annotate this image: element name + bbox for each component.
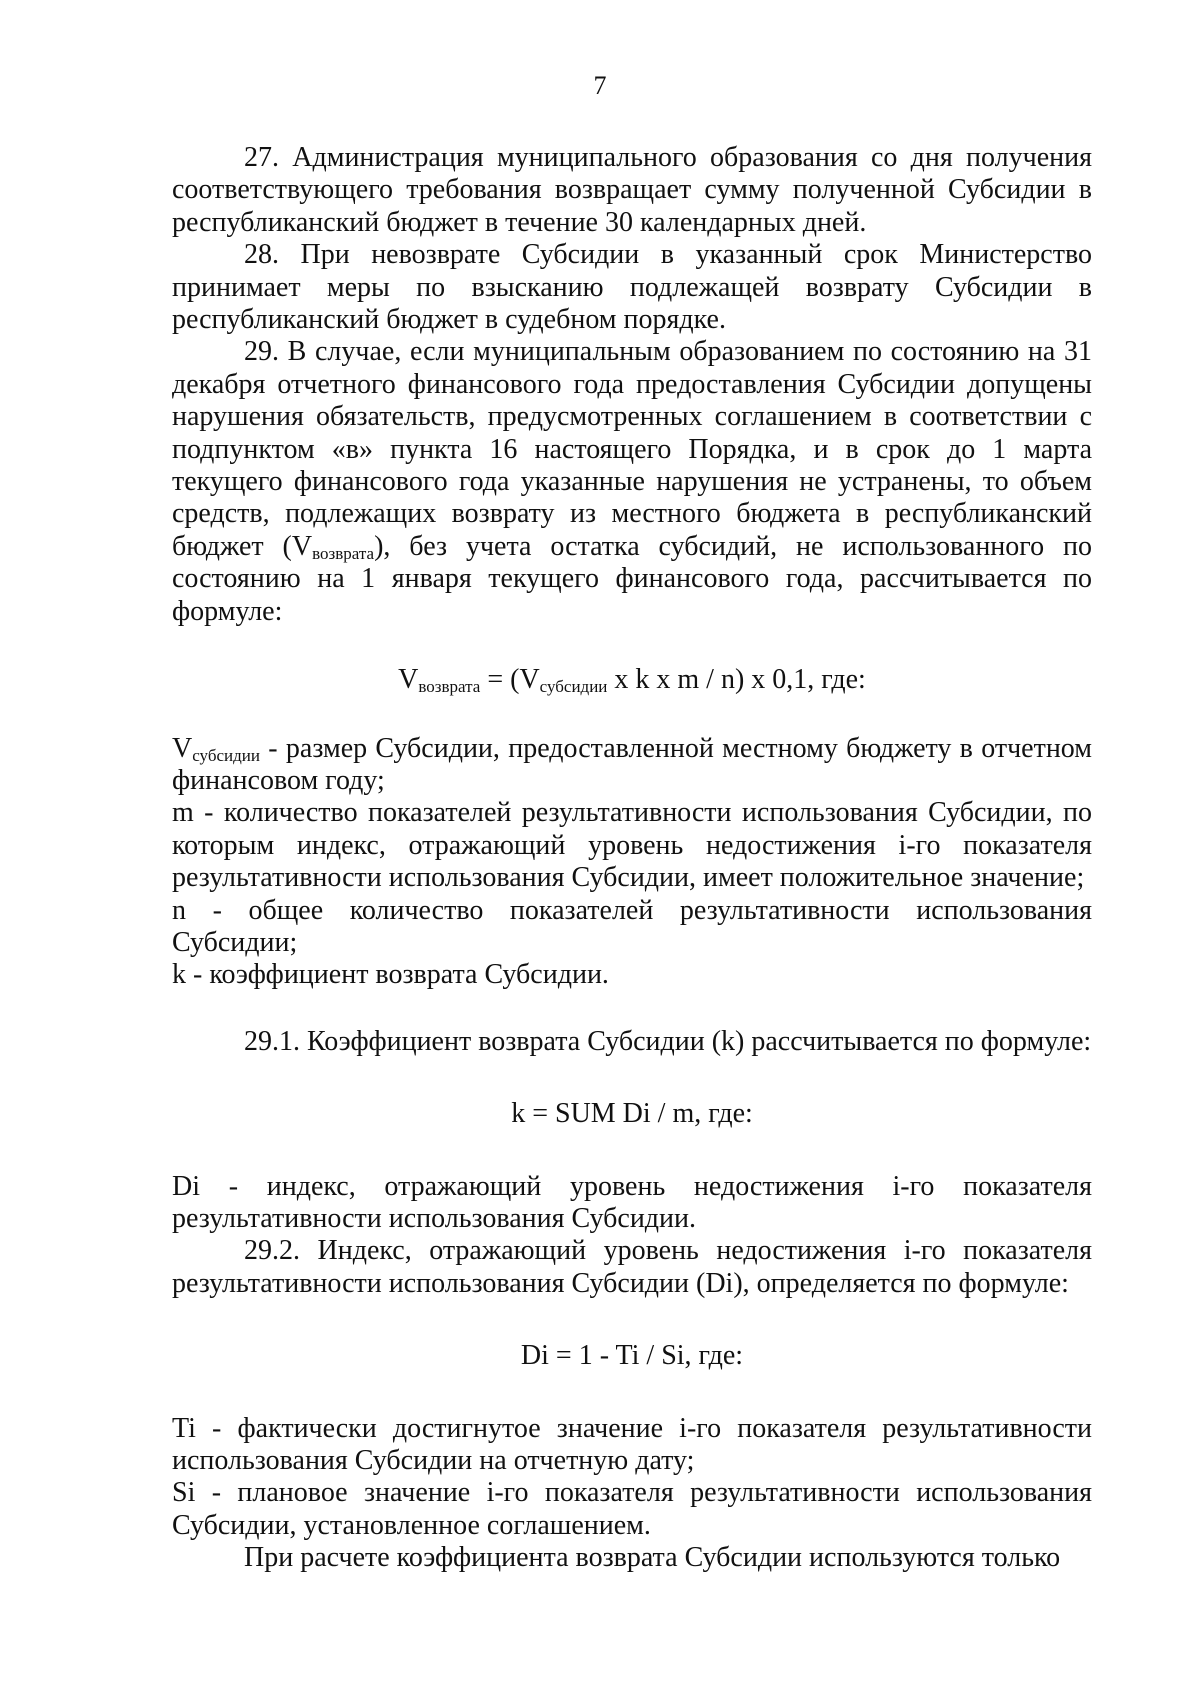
definition-n: n - общее количество показателей результативности использования Субсидии;: [172, 894, 1092, 958]
formula-v-symbol: V: [398, 664, 419, 696]
definition-si: Si - плановое значение i-го показателя результативности использования Субсидии, установленное соглашением.: [172, 1477, 1092, 1541]
paragraph-29-text-before: 29. В случае, если муниципальным образованием по состоянию на 31 декабря отчетного финансового года предоставления Субсидии допущены нарушения обязательств, предусмотренных соглашением в соответствии с подпунктом «в» пункта 16 настоящего Порядка, и в срок до 1 марта текущего финансового года указанные нарушения не устранены, то объем средств, подлежащих возврату из местного бюджета в республиканский бюджет (V: [172, 336, 1092, 562]
paragraph-29-2: 29.2. Индекс, отражающий уровень недостижения i-го показателя результативности использования Субсидии (Di), определяется по формуле:: [172, 1235, 1092, 1299]
formula-mid: = (V: [480, 664, 540, 696]
definition-v-text: - размер Субсидии, предоставленной местному бюджету в отчетном финансовом году;: [172, 732, 1092, 796]
definition-m: m - количество показателей результативности использования Субсидии, по которым индекс, отражающий уровень недостижения i-го показателя результативности использования Субсидии, имеет положительное значение;: [172, 797, 1092, 894]
formula-end: x k x m / n) x 0,1, где:: [607, 664, 866, 696]
formula-v-return-sub: возврата: [418, 677, 481, 697]
definition-k: k - коэффициент возврата Субсидии.: [172, 959, 609, 991]
definition-di: Di - индекс, отражающий уровень недостижения i-го показателя результативности использования Субсидии.: [172, 1170, 1092, 1234]
paragraph-29: [172, 336, 1092, 628]
paragraph-29-text-after: ), без учета остатка субсидий, не использованного по состоянию на 1 января текущего финансового года, рассчитывается по формуле:: [172, 530, 1092, 627]
paragraph-29-1: 29.1. Коэффициент возврата Субсидии (k) рассчитывается по формуле:: [244, 1025, 1092, 1057]
formula-k: k = SUM Di / m, где:: [511, 1098, 753, 1130]
paragraph-27: 27. Администрация муниципального образования со дня получения соответствующего требования возвращает сумму полученной Субсидии в республиканский бюджет в течение 30 календарных дней.: [172, 142, 1092, 238]
document-body: [172, 142, 1092, 1575]
paragraph-final: При расчете коэффициента возврата Субсидии используются только: [244, 1542, 1061, 1574]
formula-v-return: [172, 664, 1092, 696]
formula-v-subsidy-sub: субсидии: [539, 677, 608, 697]
definition-ti: Ti - фактически достигнутое значение i-го показателя результативности использования Субсидии на отчетную дату;: [172, 1412, 1092, 1476]
definition-v-subsidy: [172, 733, 1092, 798]
paragraph-29-subscript: возврата: [312, 543, 375, 563]
paragraph-28: 28. При невозврате Субсидии в указанный срок Министерство принимает меры по взысканию подлежащей возврату Субсидии в республиканский бюджет в судебном порядке.: [172, 239, 1092, 336]
formula-di: Di = 1 - Ti / Si, где:: [520, 1340, 744, 1372]
definition-v-sub: субсидии: [192, 745, 260, 765]
definition-v-symbol: V: [172, 732, 193, 764]
page-number: 7: [593, 71, 607, 100]
